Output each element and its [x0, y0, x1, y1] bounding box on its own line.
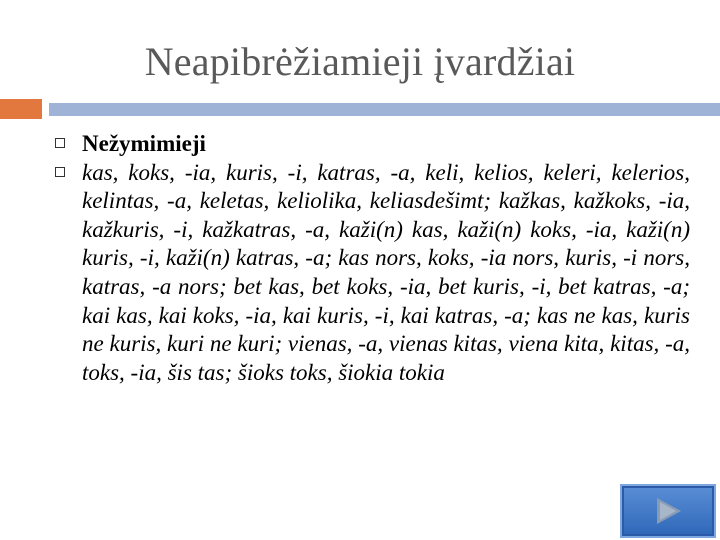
- bullet-text: Nežymimieji: [82, 131, 206, 156]
- bullet-list: [50, 130, 690, 387]
- bullet-item-heading: [50, 130, 690, 159]
- hollow-square-bullet-icon: [55, 138, 65, 148]
- bullet-item-list: [50, 159, 690, 388]
- accent-bar-blue: [49, 103, 720, 116]
- accent-bar-orange: [0, 99, 42, 119]
- next-slide-button[interactable]: [620, 484, 716, 538]
- bullet-text: kas, koks, -ia, kuris, -i, katras, -a, keli, kelios, keleri, kelerios, kelintas, -a, keletas, keliolika, keliasdešimt; kažkas, kažkoks, -ia, kažkuris, -i, kažkatras, -a, kaži(n) kas, kaži(n) koks, -ia, kaži(n) kuris, -i, kaži(n) katras, -a; kas nors, koks, -ia nors, kuris, -i nors, katras, -a nors; bet kas, bet koks, -ia, bet kuris, -i, bet katras, -a; kai kas, kai koks, -ia, kai kuris, -i, kai katras, -a; kas ne kas, kuris ne kuris, kuri ne kuri; vienas, -a, vienas kitas, viena kita, kitas, -a, toks, -ia, šis tas; šioks toks, šiokia tokia: [82, 159, 690, 385]
- play-icon: [657, 498, 681, 524]
- hollow-square-bullet-icon: [55, 167, 65, 177]
- slide-title: Neapibrėžiamieji įvardžiai: [144, 39, 576, 84]
